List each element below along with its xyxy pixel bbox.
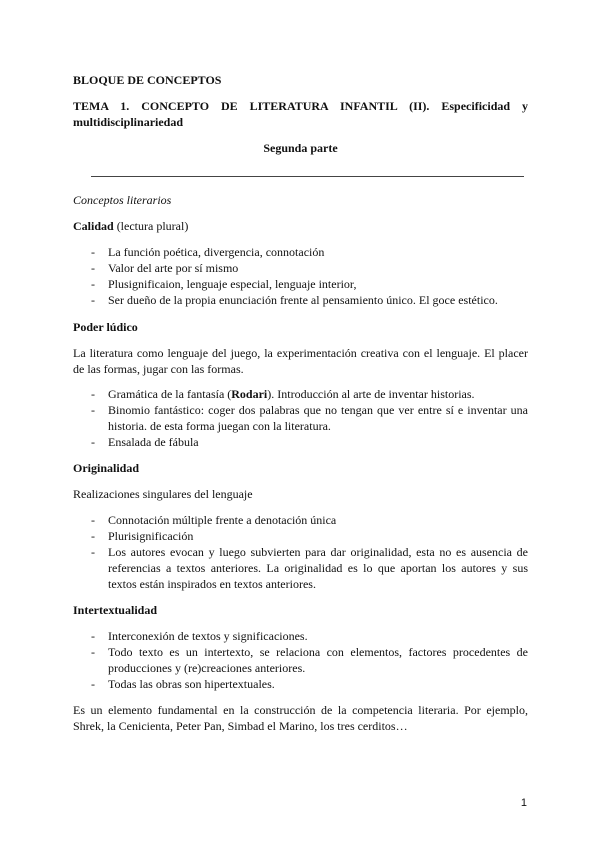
calidad-heading-line <box>73 218 528 234</box>
list-item: - Todo texto es un intertexto, se relaciona con elementos, factores procedentes de producciones y (re)creaciones anteriores. <box>73 644 528 676</box>
poder-ludico-heading: Poder lúdico <box>73 320 138 334</box>
subtitle: Segunda parte <box>263 141 338 155</box>
list-item: - Ser dueño de la propia enunciación frente al pensamiento único. El goce estético. <box>73 292 528 308</box>
list-item: - Todas las obras son hipertextuales. <box>73 676 528 692</box>
list-item: - Plurisignificación <box>73 528 528 544</box>
poder-ludico-paragraph: La literatura como lenguaje del juego, la experimentación creativa con el lenguaje. El placer de las formas, jugar con las formas. <box>73 346 528 376</box>
poder-ludico-list <box>73 386 528 450</box>
rodari-name: Rodari <box>231 387 268 401</box>
calidad-list <box>73 244 528 308</box>
list-item: - Ensalada de fábula <box>73 434 528 450</box>
calidad-heading: Calidad <box>73 219 114 233</box>
topic-title: TEMA 1. CONCEPTO DE LITERATURA INFANTIL (II). Especificidad y multidisciplinariedad <box>73 99 528 129</box>
block-title: BLOQUE DE CONCEPTOS <box>73 73 222 87</box>
rodari-text-after: ). Introducción al arte de inventar historias. <box>267 387 475 401</box>
section-heading: Conceptos literarios <box>73 193 172 207</box>
list-item <box>73 386 528 402</box>
list-item: - Los autores evocan y luego subvierten para dar originalidad, esta no es ausencia de referencias a textos anteriores. La originalidad es lo que aportan los autores y sus textos están inspirados en textos anteriores. <box>73 544 528 592</box>
list-item: - Interconexión de textos y significaciones. <box>73 628 528 644</box>
intertextualidad-list <box>73 628 528 692</box>
rodari-text-before: Gramática de la fantasía ( <box>108 387 232 401</box>
originalidad-paragraph: Realizaciones singulares del lenguaje <box>73 487 253 501</box>
horizontal-divider <box>91 176 524 177</box>
list-item: - Binomio fantástico: coger dos palabras que no tengan que ver entre sí e inventar una historia. de esta forma juegan con la literatura. <box>73 402 528 434</box>
list-item: - Plusignificaion, lenguaje especial, lenguaje interior, <box>73 276 528 292</box>
originalidad-list <box>73 512 528 592</box>
intertextualidad-heading: Intertextualidad <box>73 603 157 617</box>
list-item: - La función poética, divergencia, connotación <box>73 244 528 260</box>
page-number: 1 <box>520 797 527 809</box>
intertextualidad-paragraph: Es un elemento fundamental en la construcción de la competencia literaria. Por ejemplo, Shrek, la Cenicienta, Peter Pan, Simbad el Marino, los tres cerditos… <box>73 703 528 733</box>
list-item: - Valor del arte por sí mismo <box>73 260 528 276</box>
list-item: - Connotación múltiple frente a denotación única <box>73 512 528 528</box>
calidad-heading-note: (lectura plural) <box>113 219 189 233</box>
originalidad-heading: Originalidad <box>73 461 140 475</box>
